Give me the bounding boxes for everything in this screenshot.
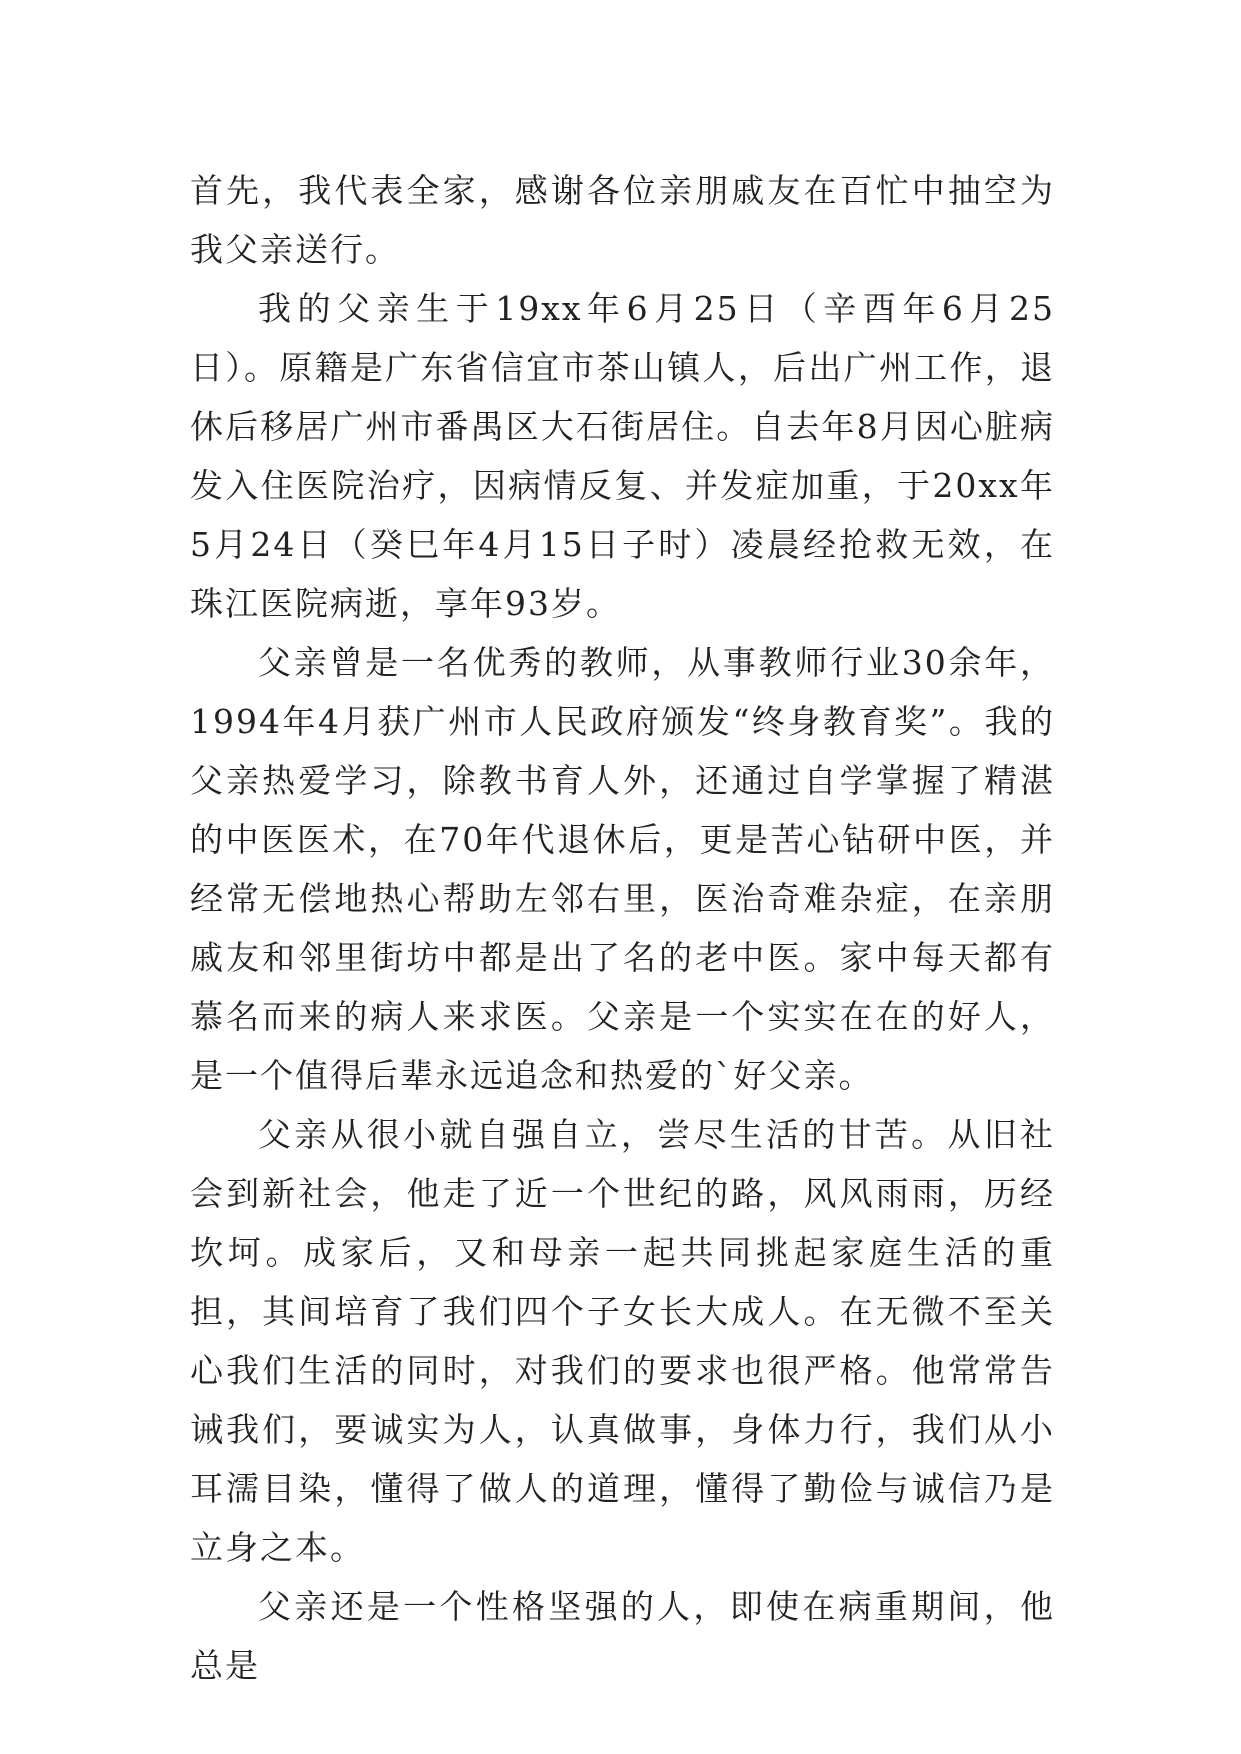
paragraph-1: 首先，我代表全家，感谢各位亲朋戚友在百忙中抽空为我父亲送行。: [190, 171, 1055, 269]
paragraph-4: 父亲从很小就自强自立，尝尽生活的甘苦。从旧社会到新社会，他走了近一个世纪的路，风风雨雨，历经坎坷。成家后，又和母亲一起共同挑起家庭生活的重担，其间培育了我们四个子女长大成人。在无微不至关心我们生活的同时，对我们的要求也很严格。他常常告诫我们，要诚实为人，认真做事，身体力行，我们从小耳濡目染，懂得了做人的道理，懂得了勤俭与诚信乃是立身之本。: [190, 1115, 1055, 1567]
paragraph-5: 父亲还是一个性格坚强的人，即使在病重期间，他总是: [190, 1587, 1055, 1685]
paragraph-2: 我的父亲生于19xx年6月25日（辛酉年6月25日）。原籍是广东省信宜市茶山镇人，后出广州工作，退休后移居广州市番禺区大石街居住。自去年8月因心脏病发入住医院治疗，因病情反复、并发症加重，于20xx年5月24日（癸巳年4月15日子时）凌晨经抢救无效，在珠江医院病逝，享年93岁。: [190, 289, 1055, 623]
paragraph-3: 父亲曾是一名优秀的教师，从事教师行业30余年，1994年4月获广州市人民政府颁发“终身教育奖”。我的父亲热爱学习，除教书育人外，还通过自学掌握了精湛的中医医术，在70年代退休后，更是苦心钻研中医，并经常无偿地热心帮助左邻右里，医治奇难杂症，在亲朋戚友和邻里街坊中都是出了名的老中医。家中每天都有慕名而来的病人来求医。父亲是一个实实在在的好人，是一个值得后辈永远追念和热爱的`好父亲。: [190, 643, 1055, 1095]
document-body: [190, 161, 1055, 1695]
